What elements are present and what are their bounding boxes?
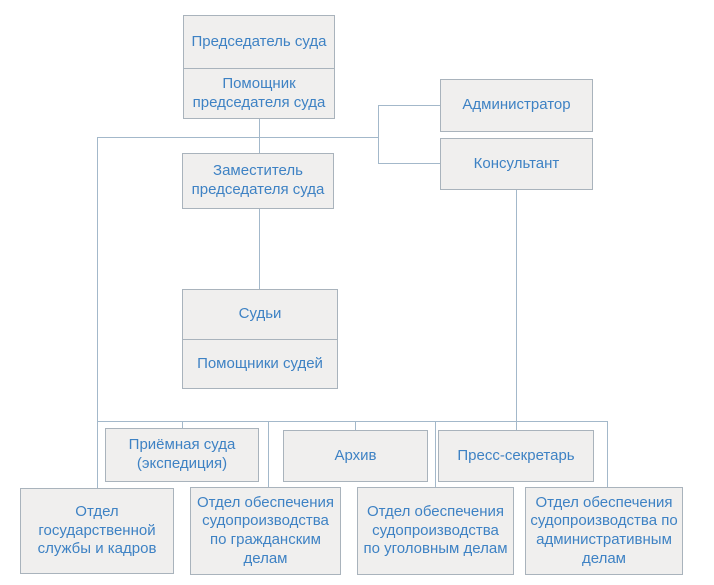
node-chairman-group — [183, 15, 335, 119]
connector-chairman-deputy — [259, 119, 260, 153]
node-press-secretary: Пресс-секретарь — [438, 430, 594, 482]
connector-to-dept-admin — [607, 421, 608, 487]
node-chairman-assistant: Помощник председателя суда — [184, 68, 334, 118]
node-reception: Приёмная суда (экспедиция) — [105, 428, 259, 482]
node-chairman: Председатель суда — [191, 32, 327, 50]
connector-consultant-press — [516, 190, 517, 430]
connector-to-administrator — [378, 105, 440, 106]
node-dept-civil-cases: Отдел обеспечения судопроизводства по гражданским делам — [190, 487, 341, 575]
connector-deputy-judges — [259, 209, 260, 289]
node-deputy-chairman: Заместитель председателя суда — [182, 153, 334, 209]
connector-to-dept-civil — [268, 421, 269, 487]
node-administrator: Администратор — [440, 79, 593, 132]
connector-top-bus — [97, 137, 378, 138]
connector-left-rail — [97, 137, 98, 488]
node-judges-assistants: Помощники судей — [183, 339, 337, 388]
connector-to-archive — [355, 421, 356, 430]
node-dept-admin-cases: Отдел обеспечения судопроизводства по административным делам — [525, 487, 683, 575]
node-dept-criminal-cases: Отдел обеспечения судопроизводства по уголовным делам — [357, 487, 514, 575]
connector-to-consultant — [378, 163, 440, 164]
connector-to-reception — [182, 421, 183, 428]
node-consultant: Консультант — [440, 138, 593, 190]
connector-right-bracket — [378, 105, 379, 163]
node-judges: Судьи — [238, 305, 282, 323]
node-archive: Архив — [283, 430, 428, 482]
connector-to-dept-criminal — [435, 421, 436, 487]
node-dept-state-service: Отдел государственной службы и кадров — [20, 488, 174, 574]
node-judges-group — [182, 289, 338, 389]
connector-mid-bus — [97, 421, 608, 422]
